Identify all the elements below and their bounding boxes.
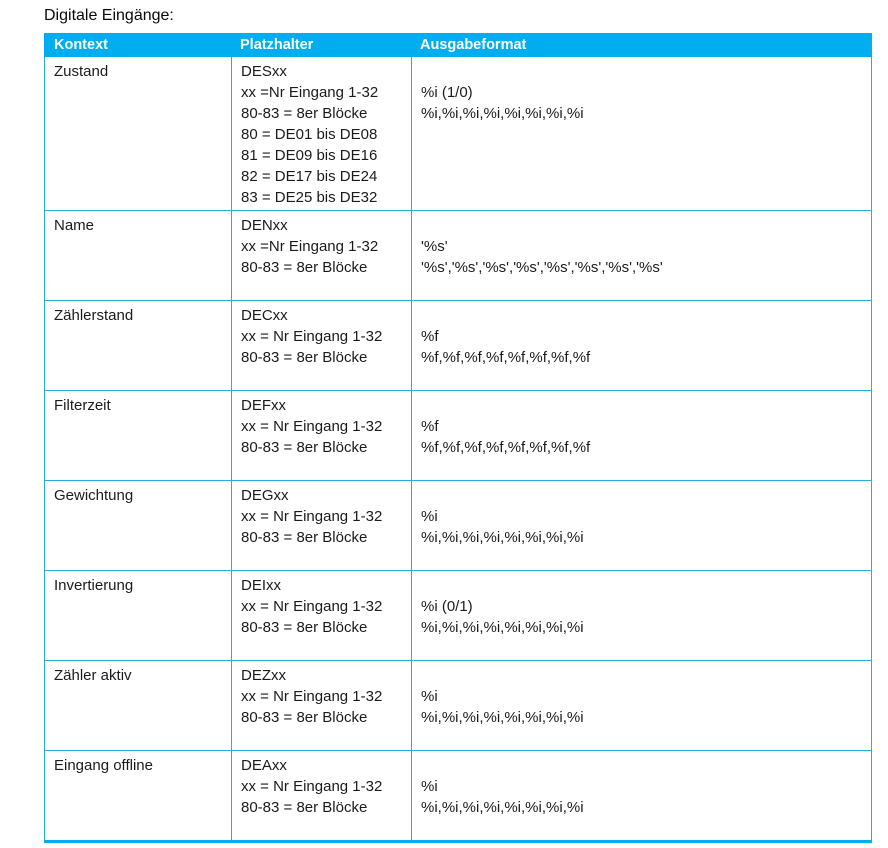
- platzhalter-line: 80-83 = 8er Blöcke: [241, 799, 368, 816]
- kontext-label: Zählerstand: [54, 307, 134, 324]
- ausgabeformat-line: %i: [421, 688, 438, 705]
- platzhalter-line: xx = Nr Eingang 1-32: [241, 688, 383, 705]
- ausgabeformat-line: [421, 755, 863, 776]
- platzhalter-cell: [231, 211, 411, 300]
- ausgabeformat-line: %i,%i,%i,%i,%i,%i,%i,%i: [421, 529, 584, 546]
- kontext-cell: [45, 211, 231, 300]
- platzhalter-line: DEFxx: [241, 397, 286, 414]
- platzhalter-cell: [231, 661, 411, 750]
- kontext-label: Zustand: [54, 63, 109, 80]
- ausgabeformat-cell: [411, 481, 871, 570]
- platzhalter-line: xx = Nr Eingang 1-32: [241, 598, 383, 615]
- platzhalter-cell: [231, 571, 411, 660]
- kontext-cell: [45, 571, 231, 660]
- ausgabeformat-line: '%s': [421, 238, 448, 255]
- platzhalter-cell: [231, 301, 411, 390]
- platzhalter-line: 80-83 = 8er Blöcke: [241, 529, 368, 546]
- table-row: [45, 751, 871, 840]
- ausgabeformat-line: %i,%i,%i,%i,%i,%i,%i,%i: [421, 709, 584, 726]
- ausgabeformat-cell: [411, 571, 871, 660]
- ausgabeformat-line: %i: [421, 508, 438, 525]
- ausgabeformat-line: [421, 215, 863, 236]
- platzhalter-line: 80 = DE01 bis DE08: [241, 126, 378, 143]
- ausgabeformat-cell: [411, 751, 871, 840]
- ausgabeformat-line: [421, 575, 863, 596]
- ausgabeformat-line: [421, 305, 863, 326]
- platzhalter-line: DEGxx: [241, 487, 289, 504]
- ausgabeformat-cell: [411, 211, 871, 300]
- platzhalter-line: 81 = DE09 bis DE16: [241, 147, 378, 164]
- ausgabeformat-line: %f: [421, 418, 439, 435]
- platzhalter-line: 83 = DE25 bis DE32: [241, 189, 378, 206]
- column-header-platzhalter: Platzhalter: [240, 37, 314, 53]
- kontext-label: Zähler aktiv: [54, 667, 132, 684]
- platzhalter-line: xx = Nr Eingang 1-32: [241, 778, 383, 795]
- ausgabeformat-line: %i (0/1): [421, 598, 473, 615]
- platzhalter-cell: [231, 391, 411, 480]
- platzhalter-line: 80-83 = 8er Blöcke: [241, 259, 368, 276]
- table-row: [45, 571, 871, 661]
- table-row: [45, 211, 871, 301]
- platzhalter-line: xx = Nr Eingang 1-32: [241, 508, 383, 525]
- ausgabeformat-line: %i,%i,%i,%i,%i,%i,%i,%i: [421, 619, 584, 636]
- platzhalter-line: DEAxx: [241, 757, 287, 774]
- platzhalter-line: DESxx: [241, 63, 287, 80]
- platzhalter-cell: [231, 57, 411, 210]
- kontext-cell: [45, 481, 231, 570]
- ausgabeformat-cell: [411, 391, 871, 480]
- kontext-label: Name: [54, 217, 95, 234]
- column-header-ausgabeformat: Ausgabeformat: [420, 37, 527, 53]
- ausgabeformat-line: [421, 485, 863, 506]
- ausgabeformat-line: %i,%i,%i,%i,%i,%i,%i,%i: [421, 799, 584, 816]
- platzhalter-line: DECxx: [241, 307, 288, 324]
- platzhalter-line: 80-83 = 8er Blöcke: [241, 349, 368, 366]
- platzhalter-line: DEZxx: [241, 667, 286, 684]
- kontext-label: Gewichtung: [54, 487, 134, 504]
- kontext-label: Eingang offline: [54, 757, 153, 774]
- kontext-cell: [45, 391, 231, 480]
- platzhalter-line: 80-83 = 8er Blöcke: [241, 619, 368, 636]
- ausgabeformat-line: '%s','%s','%s','%s','%s','%s','%s','%s': [421, 259, 663, 276]
- ausgabeformat-line: [421, 61, 863, 82]
- ausgabeformat-line: %i: [421, 778, 438, 795]
- platzhalter-line: 80-83 = 8er Blöcke: [241, 105, 368, 122]
- page-title: Digitale Eingänge:: [44, 7, 174, 24]
- ausgabeformat-line: [421, 395, 863, 416]
- table-row: [45, 661, 871, 751]
- platzhalter-line: 80-83 = 8er Blöcke: [241, 439, 368, 456]
- ausgabeformat-cell: [411, 661, 871, 750]
- table-row: [45, 481, 871, 571]
- kontext-cell: [45, 751, 231, 840]
- ausgabeformat-line: %i,%i,%i,%i,%i,%i,%i,%i: [421, 105, 584, 122]
- ausgabeformat-line: [421, 665, 863, 686]
- table-header-row: [44, 33, 872, 57]
- platzhalter-line: xx =Nr Eingang 1-32: [241, 84, 379, 101]
- platzhalter-line: DENxx: [241, 217, 288, 234]
- platzhalter-line: 80-83 = 8er Blöcke: [241, 709, 368, 726]
- ausgabeformat-line: %f,%f,%f,%f,%f,%f,%f,%f: [421, 439, 591, 456]
- platzhalter-line: xx = Nr Eingang 1-32: [241, 328, 383, 345]
- platzhalter-cell: [231, 481, 411, 570]
- platzhalter-line: xx = Nr Eingang 1-32: [241, 418, 383, 435]
- ausgabeformat-cell: [411, 57, 871, 210]
- platzhalter-line: 82 = DE17 bis DE24: [241, 168, 378, 185]
- column-header-kontext: Kontext: [54, 37, 108, 53]
- ausgabeformat-cell: [411, 301, 871, 390]
- kontext-label: Invertierung: [54, 577, 134, 594]
- table-row: [45, 391, 871, 481]
- ausgabeformat-line: %f: [421, 328, 439, 345]
- ausgabeformat-line: %f,%f,%f,%f,%f,%f,%f,%f: [421, 349, 591, 366]
- table-row: [45, 301, 871, 391]
- kontext-cell: [45, 301, 231, 390]
- table-row: [45, 57, 871, 211]
- kontext-cell: [45, 661, 231, 750]
- platzhalter-line: xx =Nr Eingang 1-32: [241, 238, 379, 255]
- kontext-cell: [45, 57, 231, 210]
- digital-inputs-table: [44, 33, 872, 843]
- platzhalter-line: DEIxx: [241, 577, 282, 594]
- platzhalter-cell: [231, 751, 411, 840]
- kontext-label: Filterzeit: [54, 397, 111, 414]
- ausgabeformat-line: %i (1/0): [421, 84, 473, 101]
